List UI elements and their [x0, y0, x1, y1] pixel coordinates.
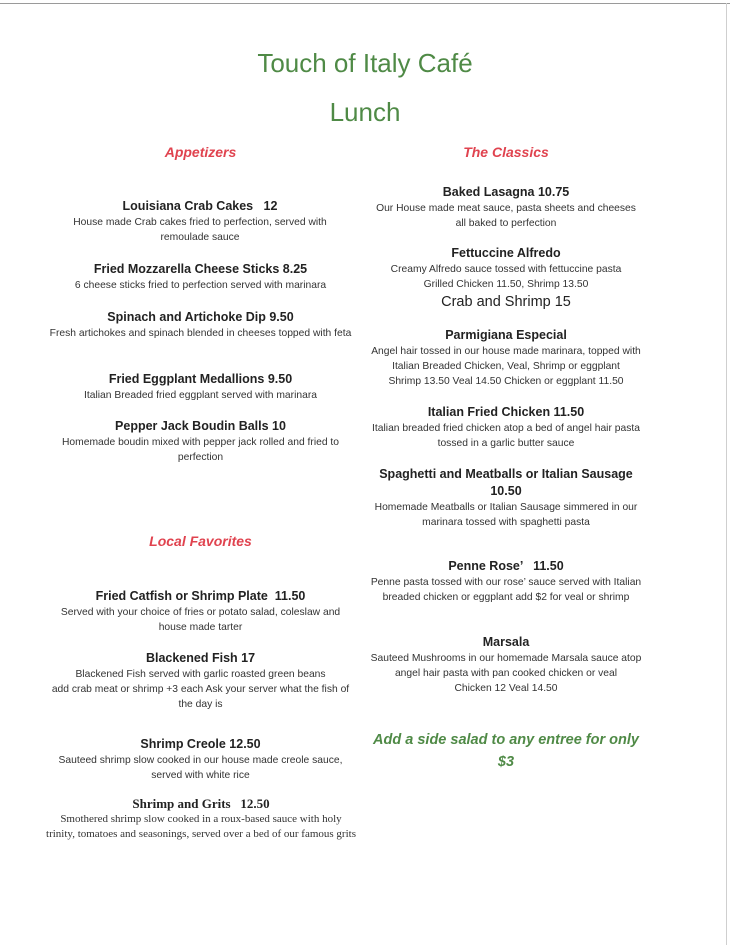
item-desc: Smothered shrimp slow cooked in a roux-based sauce with holy trinity, tomatoes and seasonings, served over a bed of our famous grits	[46, 813, 356, 840]
classics-heading: The Classics	[463, 144, 549, 160]
side-salad-promo: Add a side salad to any entree for only $3	[373, 732, 639, 770]
item-name: Spinach and Artichoke Dip 9.50	[107, 310, 294, 324]
local-favorites-heading: Local Favorites	[149, 533, 252, 549]
top-border-line	[0, 3, 730, 4]
menu-item	[54, 198, 346, 245]
item-desc: Fresh artichokes and spinach blended in cheeses topped with feta	[49, 328, 352, 339]
item-name: Italian Fried Chicken 11.50	[427, 405, 585, 419]
item-desc: Italian breaded fried chicken atop a bed of angel hair pasta tossed in a garlic butter sauce	[372, 423, 640, 449]
item-desc: Our House made meat sauce, pasta sheets and cheeses all baked to perfection	[376, 203, 636, 229]
item-name: Blackened Fish 17	[145, 651, 256, 665]
menu-item	[48, 650, 353, 712]
item-name: Shrimp Creole 12.50	[140, 737, 261, 751]
item-desc: Italian Breaded fried eggplant served with marinara	[84, 390, 317, 401]
item-name: Louisiana Crab Cakes 12	[122, 199, 278, 213]
item-desc: Homemade boudin mixed with pepper jack rolled and fried to perfection	[61, 437, 340, 463]
menu-item	[366, 466, 646, 530]
menu-item	[48, 309, 353, 341]
item-desc: Creamy Alfredo sauce tossed with fettuccine pasta Grilled Chicken 11.50, Shrimp 13.50	[390, 264, 622, 290]
item-desc: Penne pasta tossed with our rose’ sauce served with Italian breaded chicken or eggplant add $2 for veal or shrimp	[370, 577, 642, 603]
item-desc: Sauteed Mushrooms in our homemade Marsala sauce atop angel hair pasta with pan cooked chicken or veal Chicken 12 Veal 14.50	[370, 653, 642, 694]
item-name: Shrimp and Grits 12.50	[132, 796, 270, 811]
menu-item	[370, 404, 642, 451]
menu-item	[370, 327, 642, 389]
item-name: Baked Lasagna 10.75	[442, 185, 570, 199]
item-name: Marsala	[482, 635, 530, 649]
item-name: Fried Mozzarella Cheese Sticks 8.25	[93, 262, 308, 276]
item-name: Fettuccine Alfredo	[451, 246, 561, 260]
item-extra: Crab and Shrimp 15	[441, 294, 571, 310]
menu-item	[48, 261, 353, 293]
menu-item	[366, 558, 646, 605]
item-name: Penne Rose’ 11.50	[448, 559, 564, 573]
right-border-line	[726, 3, 727, 945]
item-desc: Blackened Fish served with garlic roasted green beans add crab meat or shrimp +3 each Ask your server what the fish of the day is	[51, 669, 350, 710]
item-desc: Served with your choice of fries or potato salad, coleslaw and house made tarter	[60, 607, 341, 633]
item-name: Pepper Jack Boudin Balls 10	[115, 419, 286, 433]
menu-item	[48, 418, 353, 465]
menu-item	[46, 795, 356, 842]
item-name: Fried Catfish or Shrimp Plate 11.50	[95, 589, 306, 603]
item-desc: House made Crab cakes fried to perfection, served with remoulade sauce	[73, 217, 327, 243]
menu-item	[370, 245, 642, 312]
cafe-title: Touch of Italy Café	[257, 48, 473, 78]
item-desc: 6 cheese sticks fried to perfection served with marinara	[74, 280, 327, 291]
menu-item	[370, 634, 642, 696]
item-name: Parmigiana Especial	[445, 328, 567, 342]
item-desc: Sauteed shrimp slow cooked in our house made creole sauce, served with white rice	[58, 755, 343, 781]
menu-item	[48, 371, 353, 403]
menu-item	[370, 184, 642, 231]
item-name: Fried Eggplant Medallions 9.50	[108, 372, 293, 386]
item-name: Spaghetti and Meatballs or Italian Sausage 10.50	[379, 467, 633, 498]
item-desc: Angel hair tossed in our house made marinara, topped with Italian Breaded Chicken, Veal, Shrimp or eggplant Shrimp 13.50 Veal 14.50 Chicken or eggplant 11.50	[371, 346, 641, 387]
menu-item	[48, 736, 353, 783]
meal-title: Lunch	[329, 97, 401, 127]
menu-item	[48, 588, 353, 635]
item-desc: Homemade Meatballs or Italian Sausage simmered in our marinara tossed with spaghetti pasta	[374, 502, 638, 528]
appetizers-heading: Appetizers	[164, 144, 237, 160]
